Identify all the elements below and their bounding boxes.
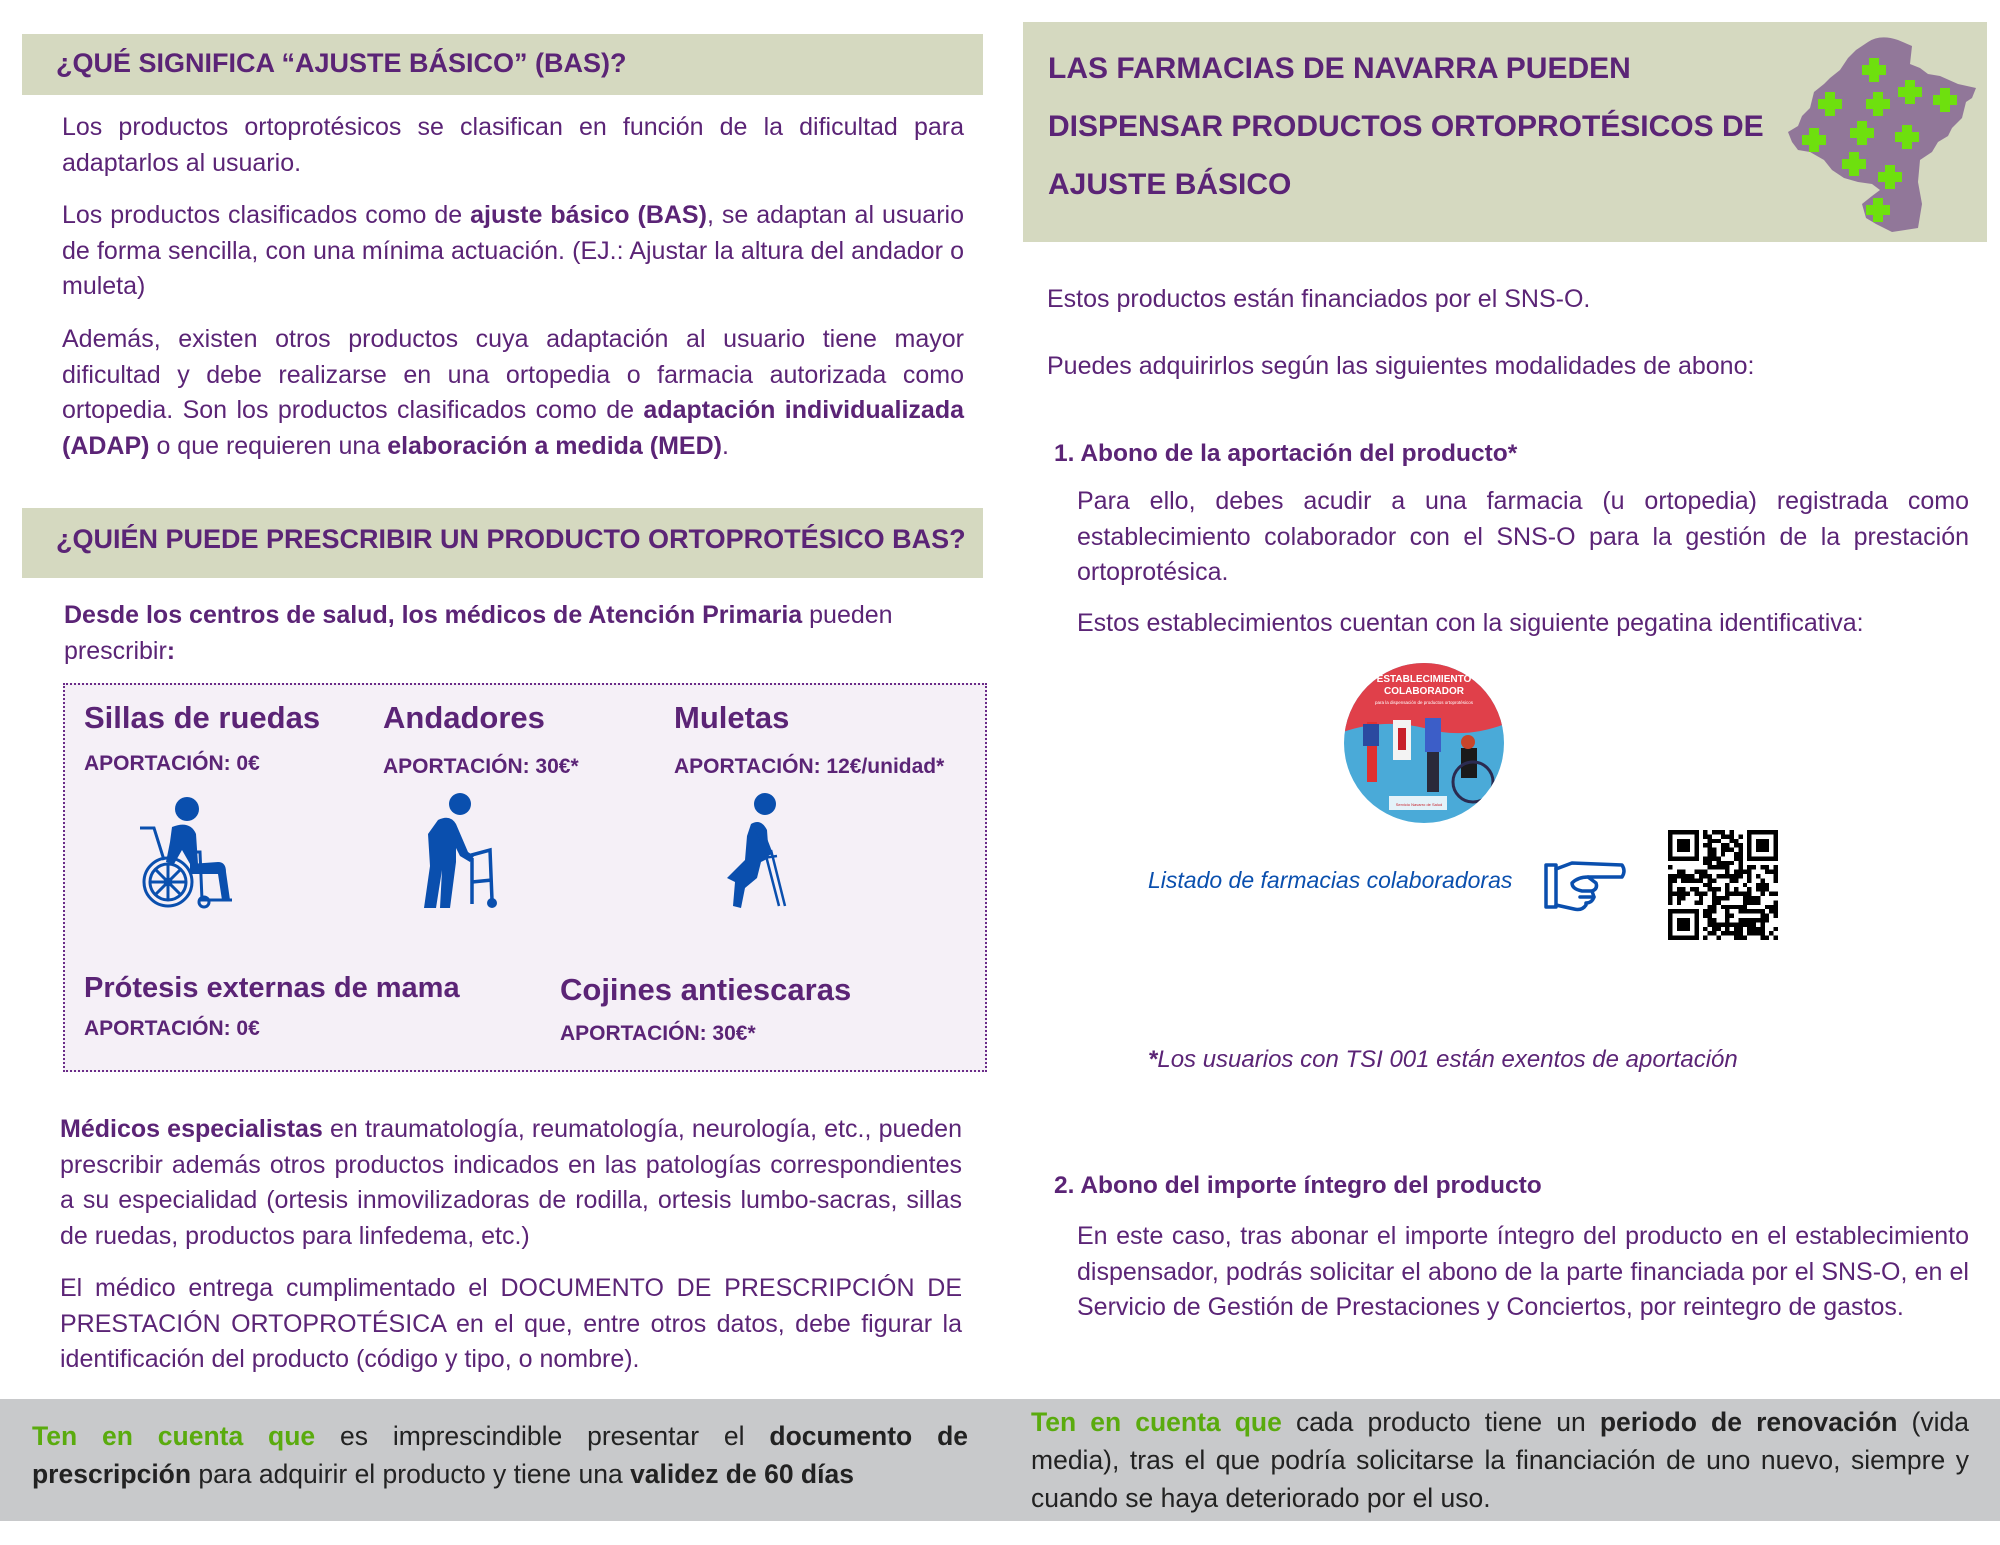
- product-aportacion-protesis: APORTACIÓN: 0€: [84, 1017, 260, 1040]
- pharmacies-list-link[interactable]: Listado de farmacias colaboradoras: [1148, 867, 1513, 893]
- right-note: [1031, 1403, 1969, 1517]
- option1-title: 1. Abono de la aportación del producto*: [1054, 440, 1518, 467]
- sticker-line1: ESTABLECIMIENTO: [1376, 674, 1472, 685]
- footnote: [1148, 1042, 1948, 1078]
- note-bold-validity: validez de 60 días: [630, 1459, 854, 1489]
- note-highlight: Ten en cuenta que: [32, 1421, 316, 1451]
- intro-bold: Desde los centros de salud, los médicos de Atención Primaria: [64, 601, 803, 629]
- section2-title: ¿QUIÉN PUEDE PRESCRIBIR UN PRODUCTO ORTOPROTÉSICO BAS?: [56, 524, 966, 554]
- product-aportacion-cojines: APORTACIÓN: 30€*: [560, 1022, 756, 1045]
- p3-text-mid: o que requieren una: [149, 431, 388, 460]
- sticker-footer: Servicio Navarro de Salud: [1395, 802, 1443, 807]
- section1-paragraph-2: [62, 198, 964, 305]
- product-name-muletas: Muletas: [674, 700, 790, 735]
- intro-text: pueden prescribir: [64, 601, 893, 665]
- product-name-andadores: Andadores: [383, 700, 545, 735]
- financed-text: Estos productos están financiados por el SNS-O.: [1047, 285, 1591, 313]
- footnote-star: *: [1148, 1046, 1158, 1073]
- note-text-2: (vida media), tras el que podría solicitarse la financiación de uno nuevo, siempre y cuando se haya deteriorado por el uso.: [1031, 1407, 1969, 1513]
- product-aportacion-muletas: APORTACIÓN: 12€/unidad*: [674, 755, 945, 778]
- pointing-hand-icon: [1542, 857, 1628, 913]
- p3-text: Además, existen otros productos cuya adaptación al usuario tiene mayor dificultad y debe realizarse en una ortopedia o farmacia autorizada como ortopedia. Son los productos clasificados como de: [62, 325, 964, 424]
- p2-text-end: , se adaptan al usuario de forma sencilla, con una mínima actuación. (EJ.: Ajustar la altura del andador o muleta): [62, 201, 964, 300]
- note-text: es imprescindible presentar el: [315, 1421, 770, 1451]
- p3-bold-adap: adaptación individualizada (ADAP): [62, 396, 964, 460]
- sticker-line3: para la dispensación de productos ortoprotésicos: [1374, 700, 1474, 705]
- product-aportacion-sillas: APORTACIÓN: 0€: [84, 752, 260, 775]
- p2-bold: ajuste básico (BAS): [470, 201, 707, 229]
- option2-title: 2. Abono del importe íntegro del producto: [1054, 1172, 1542, 1199]
- product-aportacion-andadores: APORTACIÓN: 30€*: [383, 755, 579, 778]
- section1-title: ¿QUÉ SIGNIFICA “AJUSTE BÁSICO” (BAS)?: [56, 48, 627, 78]
- product-name-protesis: Prótesis externas de mama: [84, 972, 460, 1004]
- right-header-line2: DISPENSAR PRODUCTOS ORTOPROTÉSICOS DE: [1048, 110, 1764, 143]
- intro-colon: :: [166, 636, 176, 665]
- right-header-line3: AJUSTE BÁSICO: [1048, 168, 1292, 201]
- option1-paragraph-2: Estos establecimientos cuentan con la siguiente pegatina identificativa:: [1077, 609, 1864, 637]
- document-paragraph: El médico entrega cumplimentado el DOCUMENTO DE PRESCRIPCIÓN DE PRESTACIÓN ORTOPROTÉSICA en el que, entre otros datos, debe figurar la identificación del producto (código y tipo, o nombre).: [60, 1274, 962, 1373]
- right-header-line1: LAS FARMACIAS DE NAVARRA PUEDEN: [1048, 52, 1631, 85]
- prescribers-intro: [64, 598, 944, 669]
- navarra-map-icon: [1780, 32, 1985, 237]
- left-note: [32, 1417, 968, 1493]
- specialists-bold: Médicos especialistas: [60, 1115, 323, 1143]
- section1-paragraph-3: [62, 322, 964, 464]
- note-bold-document: documento de prescripción: [32, 1421, 968, 1489]
- note-highlight: Ten en cuenta que: [1031, 1407, 1282, 1437]
- sticker-line2: COLABORADOR: [1384, 686, 1464, 697]
- note-bold-renewal: periodo de renovación: [1599, 1407, 1898, 1437]
- specialists-paragraph: [60, 1112, 962, 1254]
- p3-bold-med: elaboración a medida (MED): [387, 431, 722, 460]
- collaborator-sticker-image: [1343, 662, 1505, 824]
- product-name-sillas: Sillas de ruedas: [84, 700, 321, 735]
- walker-icon: [410, 790, 500, 908]
- product-name-cojines: Cojines antiescaras: [560, 972, 852, 1007]
- note-text-2: para adquirir el producto y tiene una: [191, 1459, 631, 1489]
- modalities-text: Puedes adquirirlos según las siguientes modalidades de abono:: [1047, 352, 1755, 380]
- specialists-text: en traumatología, reumatología, neurología, etc., pueden prescribir además otros productos indicados en las patologías correspondientes a su especialidad (ortesis inmovilizadoras de rodilla, ortesis lumbo-sacras, sillas de ruedas, productos para linfedema, etc.): [60, 1115, 962, 1250]
- qr-code-image[interactable]: [1668, 830, 1778, 940]
- p3-text-end: .: [721, 431, 729, 460]
- section1-paragraph-1: Los productos ortoprotésicos se clasifican en función de la dificultad para adaptarlos al usuario.: [62, 113, 964, 177]
- crutch-icon: [715, 790, 795, 908]
- option2-paragraph: En este caso, tras abonar el importe íntegro del producto en el establecimiento dispensador, podrás solicitar el abono de la parte financiada por el SNS-O, en el Servicio de Gestión de Prestaciones y Conciertos, por reintegro de gastos.: [1077, 1222, 1969, 1321]
- note-text: cada producto tiene un: [1281, 1407, 1600, 1437]
- wheelchair-icon: [132, 792, 236, 910]
- p2-text: Los productos clasificados como de: [62, 201, 471, 229]
- footnote-text: Los usuarios con TSI 001 están exentos de aportación: [1157, 1046, 1738, 1073]
- option1-paragraph-1: Para ello, debes acudir a una farmacia (u ortopedia) registrada como establecimiento colaborador con el SNS-O para la gestión de la prestación ortoprotésica.: [1077, 487, 1969, 586]
